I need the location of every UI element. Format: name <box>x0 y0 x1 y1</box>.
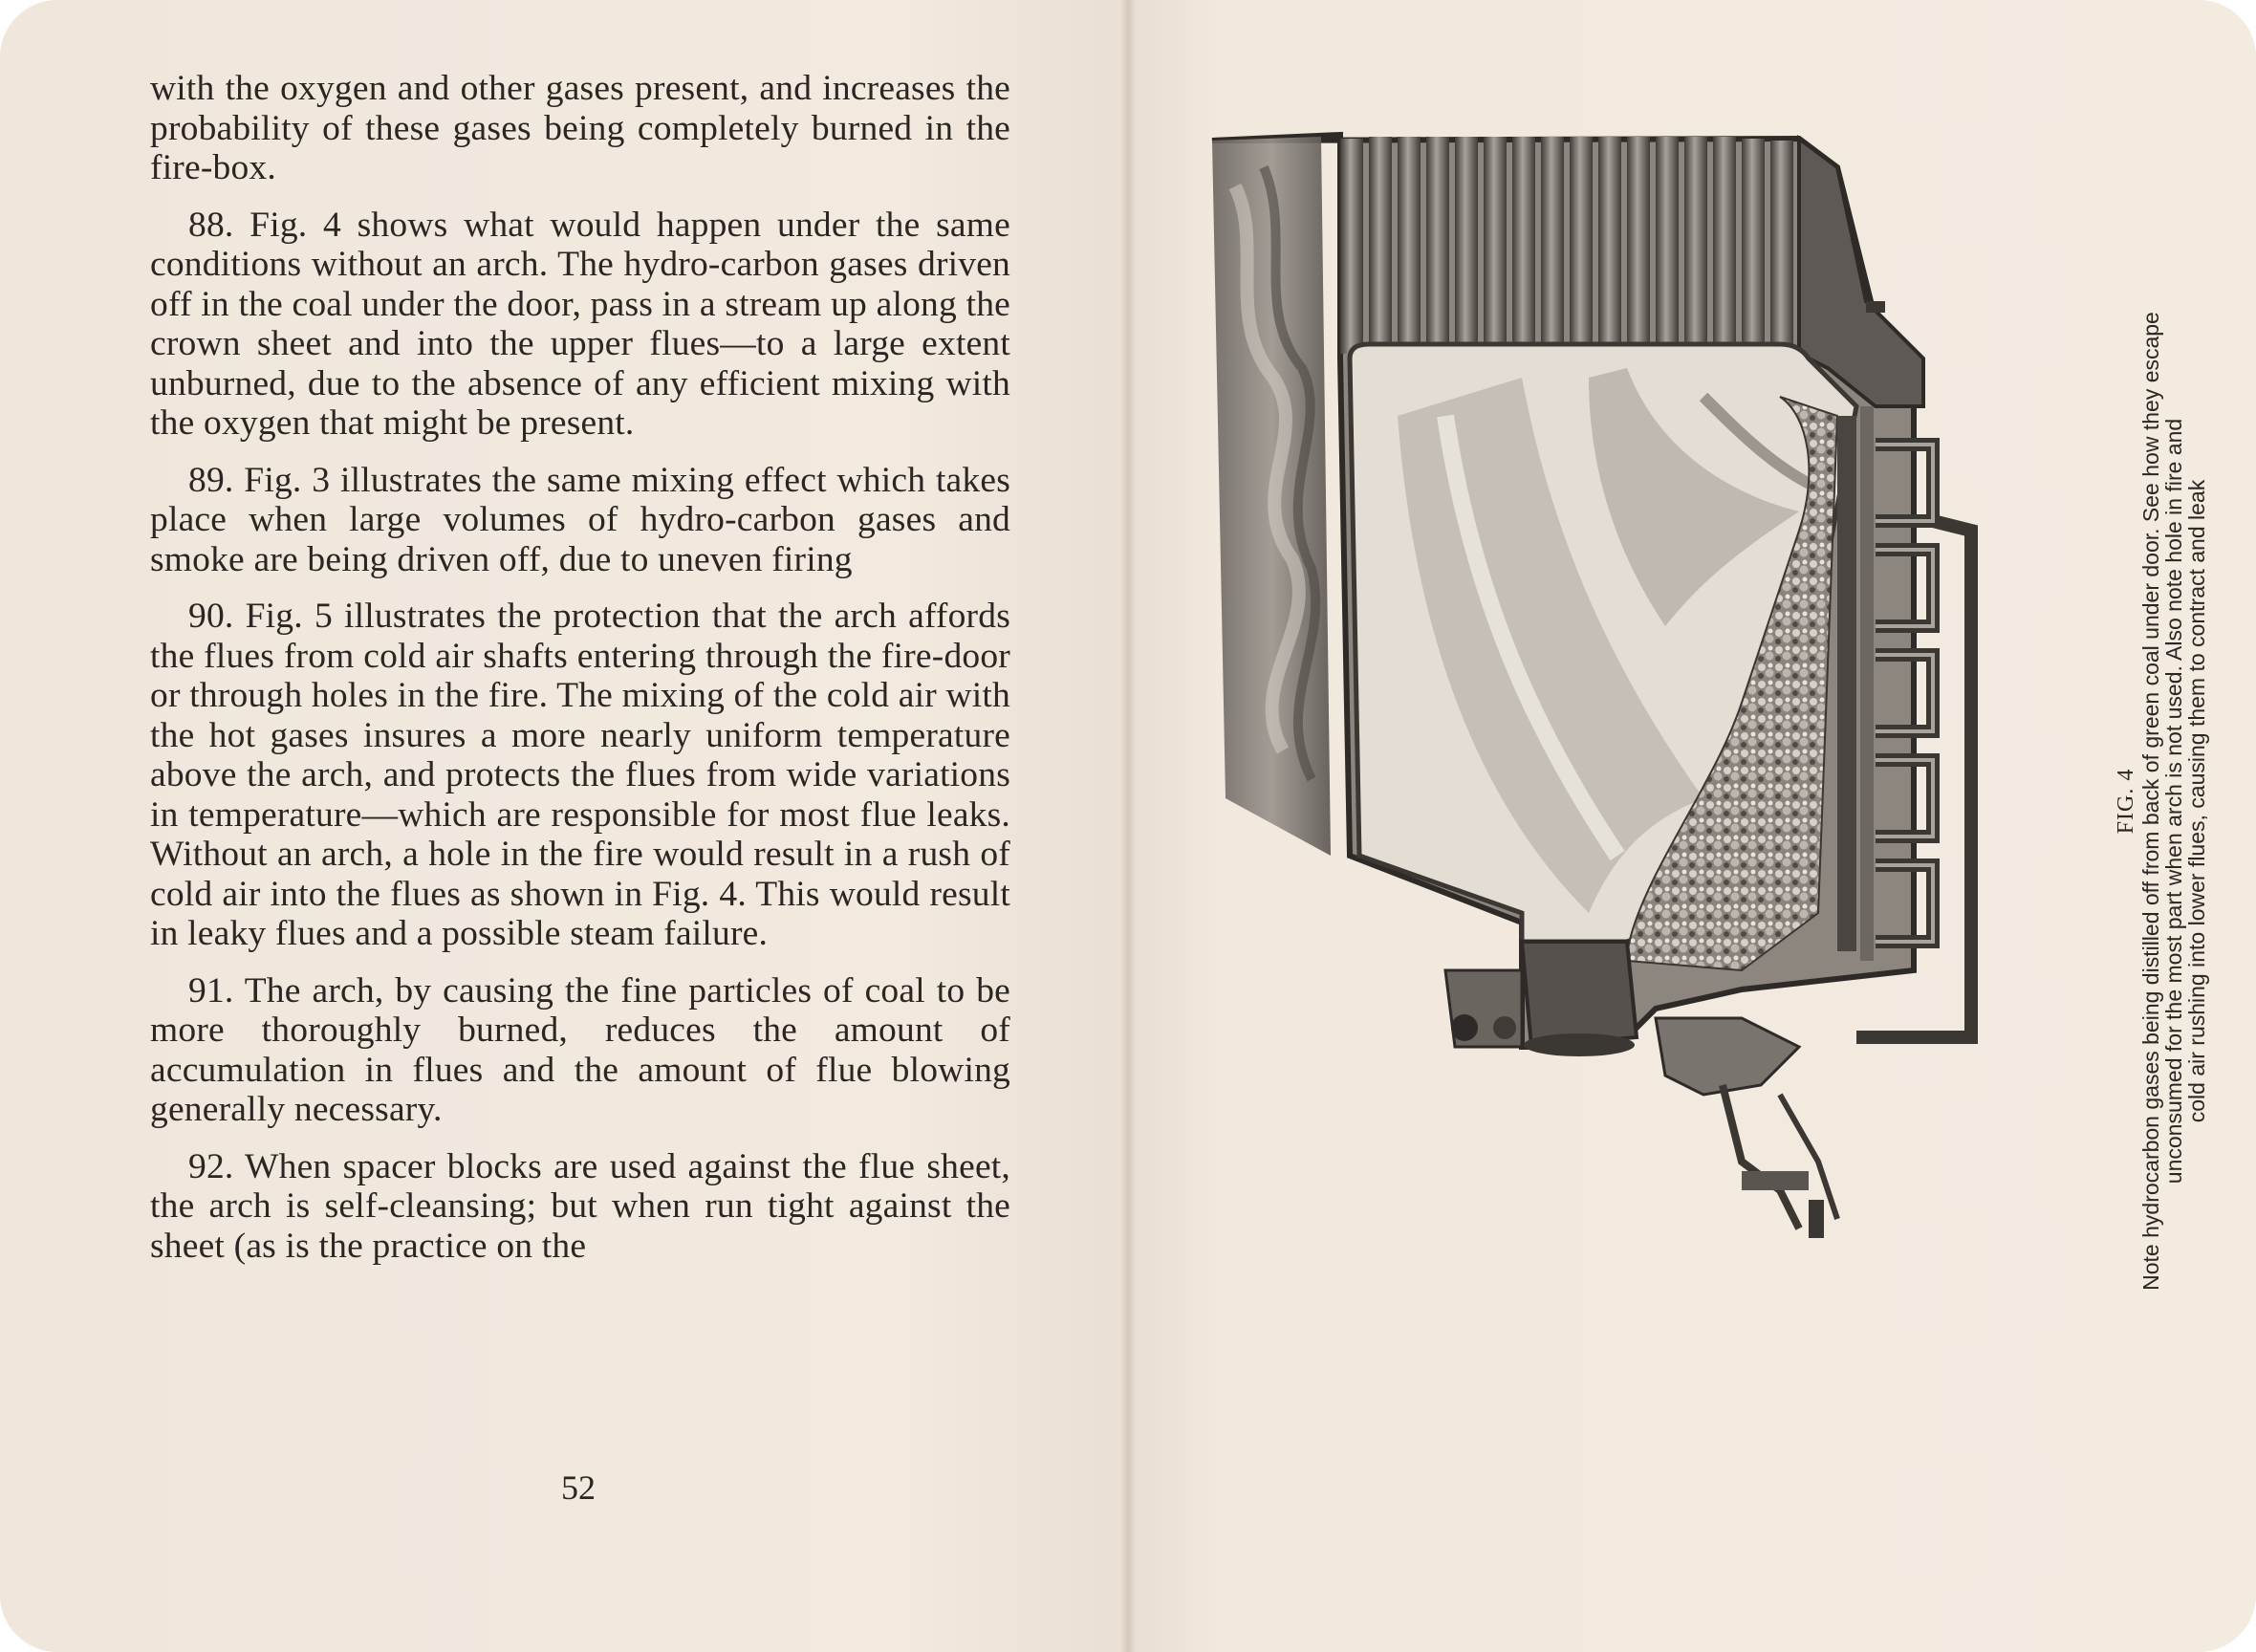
book-gutter <box>1120 0 1136 1652</box>
caption-line-2: unconsumed for the most part when arch is not used. Also note hole in fire and <box>2161 418 2186 1185</box>
page-number: 52 <box>561 1468 596 1507</box>
figure-caption-block <box>2113 180 2227 1423</box>
caption-line-1: Note hydrocarbon gases being distilled off from back of green coal under door. See how they escape <box>2138 312 2163 1291</box>
firebox-illustration <box>1206 129 2086 1506</box>
firebox-drawing <box>1206 129 2086 1506</box>
figure-caption-rotated <box>2113 180 2227 1423</box>
caption-line-3: cold air rushing into lower flues, causing them to contract and leak <box>2184 479 2209 1123</box>
paragraph-91: 91. The arch, by causing the fine particles of coal to be more thoroughly burned, reduces the amount of accumulation in flues and the amount of flue blowing generally necessary. <box>150 970 1010 1129</box>
figure-label: FIG. 4 <box>2114 768 2138 835</box>
paragraph-92: 92. When spacer blocks are used against the flue sheet, the arch is self-cleansing; but when run tight against the sheet (as is the practice on the <box>150 1146 1010 1266</box>
paragraph-89: 89. Fig. 3 illustrates the same mixing effect which takes place when large volumes of hydro-carbon gases and smoke are being driven off, due to uneven firing <box>150 460 1010 579</box>
grate-bars <box>1837 406 1874 961</box>
paragraph-90: 90. Fig. 5 illustrates the protection that the arch affords the flues from cold air shafts entering through the fire-door or through holes in the fire. The mixing of the cold air with the hot gases insures a more nearly uniform temperature above the arch, and protects the flues from wide variations in temperature—which are responsible for most flue leaks. Without an arch, a hole in the fire would result in a rush of cold air into the flues as shown in Fig. 4. This would result in leaky flues and a possible steam failure. <box>150 597 1010 953</box>
paragraph-87-continued: with the oxygen and other gases present, and increases the probability of these gases being completely burned in the fire-box. <box>150 69 1010 187</box>
body-text <box>150 69 1010 1283</box>
paragraph-88: 88. Fig. 4 shows what would happen under the same conditions without an arch. The hydro-carbon gases driven off in the coal under the door, pass in a stream up along the crown sheet and into the upper flues—to a large extent unburned, due to the absence of any efficient mixing with the oxygen that might be present. <box>150 205 1010 443</box>
